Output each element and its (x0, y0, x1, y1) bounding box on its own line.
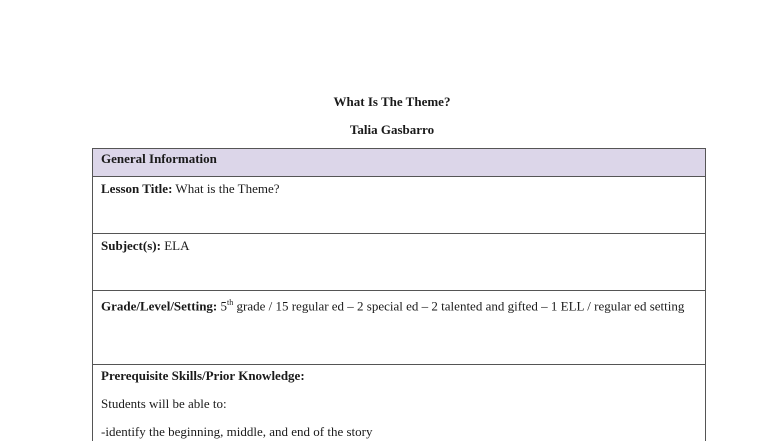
grade-row (93, 291, 706, 365)
prereq-item: -identify the beginning, middle, and end of the story (101, 424, 373, 439)
subject-label: Subject(s): (101, 238, 161, 253)
grade-number: 5 (217, 298, 228, 314)
table-header-row (93, 149, 706, 177)
prereq-label: Prerequisite Skills/Prior Knowledge: (101, 368, 305, 383)
subject-row (93, 234, 706, 291)
grade-label: Grade/Level/Setting: (101, 298, 218, 314)
lesson-title-row (93, 177, 706, 234)
grade-suffix: th (227, 298, 234, 307)
prereq-row (93, 365, 706, 441)
lesson-title-cell (93, 177, 706, 234)
prereq-cell (93, 365, 706, 441)
document-author: Talia Gasbarro (349, 122, 435, 137)
grade-value: grade / 15 regular ed – 2 special ed – 2 talented and gifted – 1 ELL / regular ed setting (233, 298, 685, 314)
subject-value: ELA (160, 238, 190, 253)
prereq-intro: Students will be able to: (101, 396, 227, 411)
lesson-plan-table (92, 148, 706, 441)
general-information-header: General Information (93, 149, 706, 177)
subject-cell (93, 234, 706, 291)
document-title: What Is The Theme? (333, 94, 451, 109)
lesson-title-label: Lesson Title: (101, 181, 173, 196)
grade-cell (93, 291, 706, 365)
lesson-title-value: What is the Theme? (172, 181, 280, 196)
